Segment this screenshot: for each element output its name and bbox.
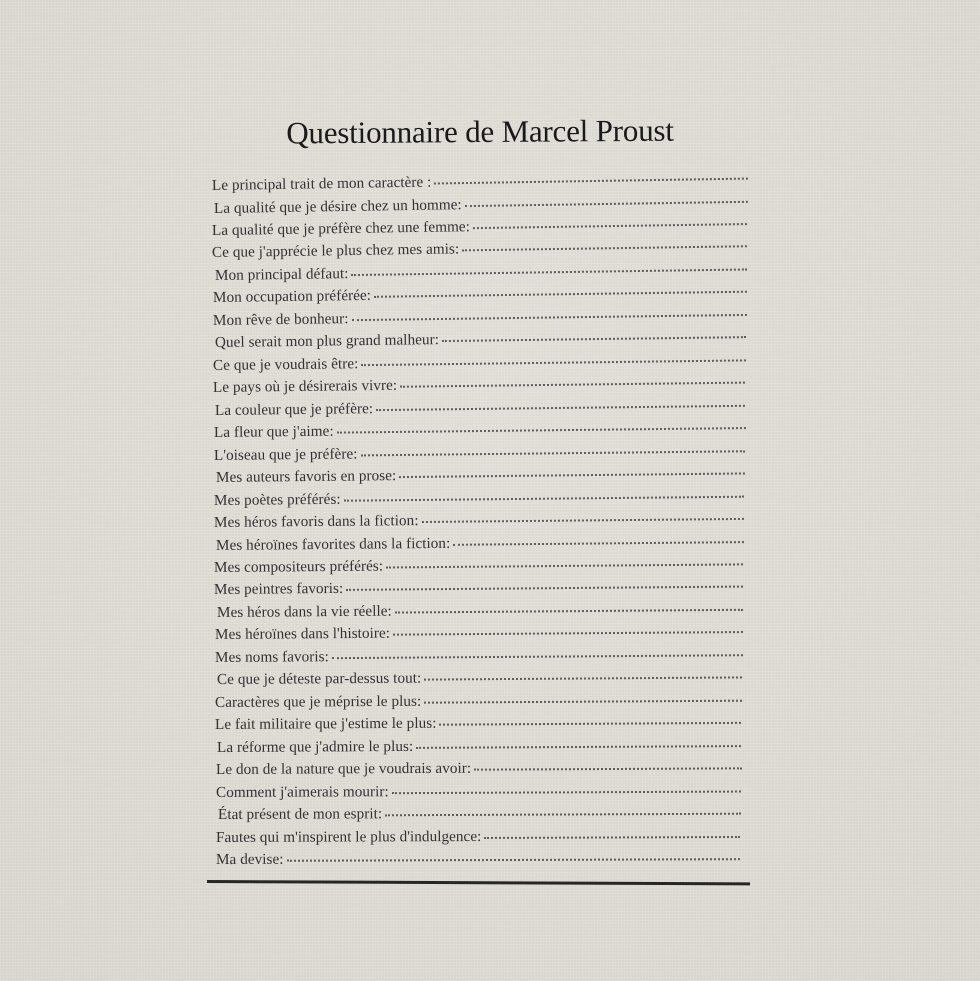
- question-label: Mon principal défaut:: [214, 265, 349, 284]
- question-row: [215, 713, 742, 738]
- answer-dotted-line: [463, 246, 748, 252]
- answer-dotted-line: [391, 790, 740, 794]
- question-label: Fautes qui m'inspirent le plus d'indulgence:: [215, 827, 482, 846]
- question-label: Le pays où je désirerais vivre:: [213, 376, 398, 397]
- question-label: Ce que j'apprécie le plus chez mes amis:: [212, 240, 460, 262]
- answer-dotted-line: [453, 541, 743, 546]
- question-label: Quel serait mon plus grand malheur:: [214, 331, 439, 352]
- question-row: [215, 758, 741, 783]
- answer-dotted-line: [417, 745, 742, 749]
- question-label: La qualité que je préfère chez une femme:: [212, 218, 471, 239]
- question-label: Mes héros dans la vie réelle:: [216, 602, 392, 621]
- answer-dotted-line: [442, 336, 746, 342]
- answer-dotted-line: [484, 835, 740, 838]
- question-label: La qualité que je désire chez un homme:: [213, 195, 462, 217]
- question-row: [216, 826, 740, 850]
- question-label: La fleur que j'aime:: [213, 422, 334, 442]
- question-label: Mon rêve de bonheur:: [212, 309, 349, 329]
- answer-dotted-line: [400, 382, 745, 388]
- question-label: Mes compositeurs préférés:: [214, 557, 384, 576]
- answer-dotted-line: [376, 404, 745, 410]
- question-label: Ma devise:: [215, 850, 284, 868]
- answer-dotted-line: [424, 677, 742, 681]
- question-label: Ce que je déteste par-dessus tout:: [216, 669, 422, 689]
- question-label: État présent de mon esprit:: [217, 805, 382, 824]
- answer-dotted-line: [360, 450, 745, 456]
- question-label: La couleur que je préfère:: [215, 399, 374, 419]
- answer-dotted-line: [385, 813, 741, 817]
- answer-dotted-line: [344, 495, 745, 501]
- question-row: [215, 690, 742, 715]
- page-title: Questionnaire de Marcel Proust: [286, 112, 674, 151]
- answer-dotted-line: [422, 518, 744, 523]
- question-label: Caractères que je méprise le plus:: [215, 692, 422, 711]
- answer-dotted-line: [394, 609, 743, 614]
- question-label: La réforme que j'admire le plus:: [217, 737, 414, 756]
- question-label: Le don de la nature que je voudrais avoir:: [215, 759, 471, 779]
- answer-dotted-line: [347, 586, 744, 591]
- answer-dotted-line: [374, 291, 747, 298]
- answer-dotted-line: [351, 314, 746, 321]
- answer-dotted-line: [424, 699, 742, 703]
- answer-dotted-line: [287, 858, 740, 862]
- question-label: Mes poètes préférés:: [213, 490, 341, 509]
- question-label: Mes auteurs favoris en prose:: [215, 467, 397, 487]
- question-label: Mes peintres favoris:: [214, 580, 344, 599]
- answer-dotted-line: [332, 654, 743, 659]
- question-row: [216, 781, 741, 805]
- answer-dotted-line: [474, 767, 741, 770]
- question-label: Ce que je voudrais être:: [212, 354, 359, 374]
- question-row: [215, 622, 743, 648]
- question-row: [216, 849, 740, 873]
- answer-dotted-line: [336, 427, 745, 434]
- answer-dotted-line: [361, 359, 745, 366]
- question-label: Comment j'aimerais mourir:: [215, 782, 389, 801]
- answer-dotted-line: [465, 200, 748, 206]
- answer-dotted-line: [393, 631, 743, 636]
- question-label: Mon occupation préférée:: [212, 287, 371, 307]
- question-label: Mes noms favoris:: [214, 647, 329, 666]
- answer-dotted-line: [434, 178, 748, 185]
- question-row: [217, 736, 741, 761]
- question-label: Le principal trait de mon caractère :: [211, 173, 432, 194]
- question-label: Le fait militaire que j'estime le plus:: [215, 714, 437, 734]
- question-row: [215, 645, 743, 671]
- question-label: Mes héroïnes dans l'histoire:: [214, 624, 390, 644]
- answer-dotted-line: [386, 563, 743, 568]
- answer-dotted-line: [351, 268, 747, 276]
- answer-dotted-line: [399, 473, 745, 479]
- question-label: L'oiseau que je préfère:: [213, 445, 358, 464]
- answer-dotted-line: [473, 223, 747, 229]
- question-row: [218, 804, 741, 828]
- answer-dotted-line: [440, 722, 742, 726]
- question-label: Mes héros favoris dans la fiction:: [213, 512, 419, 531]
- question-row: [217, 668, 742, 694]
- question-label: Mes héroïnes favorites dans la fiction:: [215, 534, 451, 554]
